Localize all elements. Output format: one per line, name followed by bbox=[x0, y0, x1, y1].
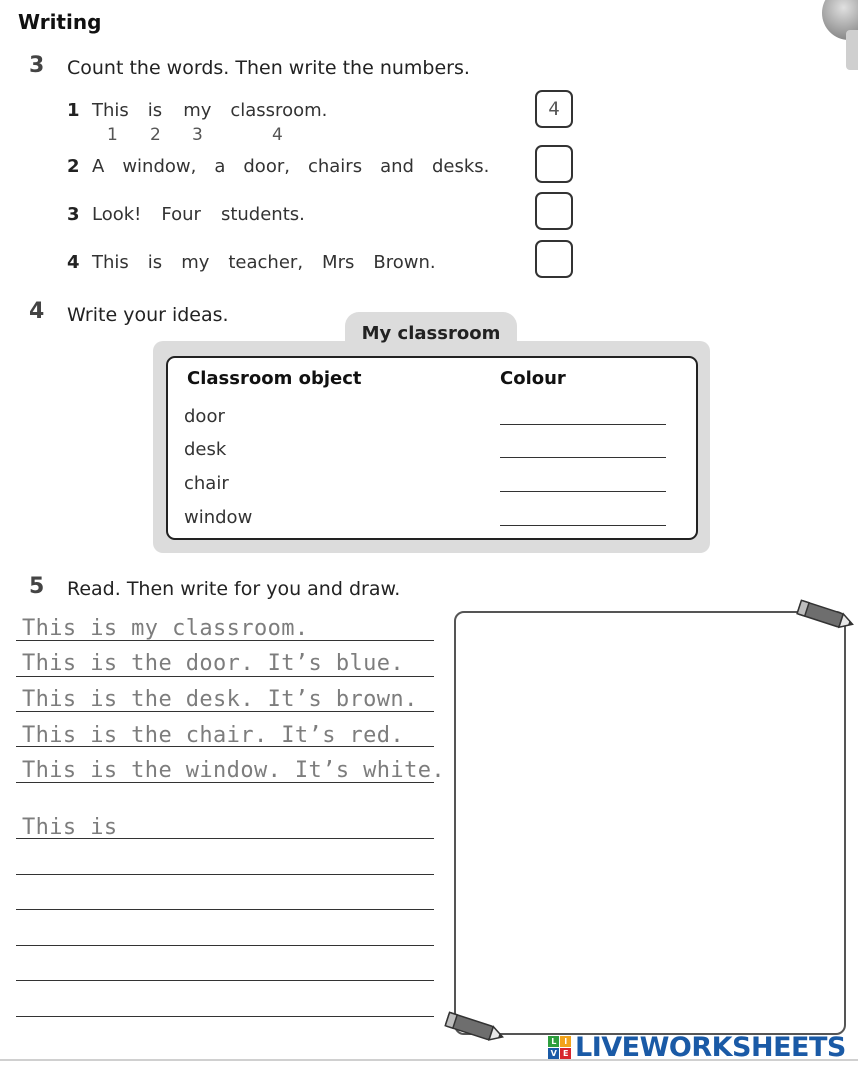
question-3 bbox=[67, 204, 305, 225]
writing-input-line[interactable] bbox=[16, 838, 434, 839]
question-word: Look! bbox=[92, 204, 142, 225]
question-word: is bbox=[147, 252, 163, 273]
question-number: 4 bbox=[67, 252, 80, 273]
question-word: my bbox=[183, 100, 212, 121]
writing-input-line[interactable] bbox=[16, 874, 434, 875]
section-5-instruction: Read. Then write for you and draw. bbox=[67, 578, 401, 600]
question-word: door, bbox=[243, 156, 290, 177]
word-count-number: 3 bbox=[192, 125, 203, 145]
header-classroom-object: Classroom object bbox=[187, 368, 362, 389]
classroom-table-title: My classroom bbox=[345, 312, 517, 356]
colour-input-window[interactable] bbox=[500, 525, 666, 526]
question-word: a bbox=[214, 156, 226, 177]
colour-input-desk[interactable] bbox=[500, 457, 666, 458]
brand-name: LIVEWORKSHEETS bbox=[575, 1032, 846, 1063]
question-word: A bbox=[92, 156, 105, 177]
word-count-number: 1 bbox=[107, 125, 118, 145]
example-line-4: This is the chair. It’s red. bbox=[22, 723, 405, 748]
question-word: and bbox=[380, 156, 414, 177]
writing-line bbox=[16, 782, 434, 783]
example-line-5: This is the window. It’s white. bbox=[22, 758, 445, 783]
section-5-number: 5 bbox=[29, 574, 45, 599]
page-edge-decoration bbox=[846, 30, 858, 70]
writing-line bbox=[16, 746, 434, 747]
word-count-number: 2 bbox=[150, 125, 161, 145]
answer-box-1[interactable]: 4 bbox=[535, 90, 573, 128]
question-word: Four bbox=[161, 204, 201, 225]
question-number: 1 bbox=[67, 100, 80, 121]
logo-letter: V bbox=[548, 1048, 559, 1059]
question-word: my bbox=[181, 252, 210, 273]
answer-box-4[interactable] bbox=[535, 240, 573, 278]
object-chair: chair bbox=[184, 473, 229, 494]
logo-letter: I bbox=[560, 1036, 571, 1047]
page-title: Writing bbox=[18, 10, 102, 34]
question-4 bbox=[67, 252, 436, 273]
colour-input-door[interactable] bbox=[500, 424, 666, 425]
object-door: door bbox=[184, 406, 225, 427]
question-2 bbox=[67, 156, 489, 177]
question-word: is bbox=[147, 100, 163, 121]
section-4-number: 4 bbox=[29, 299, 45, 324]
writing-input-line[interactable] bbox=[16, 945, 434, 946]
section-4-instruction: Write your ideas. bbox=[67, 304, 229, 326]
header-colour: Colour bbox=[500, 368, 566, 389]
question-word: This bbox=[92, 100, 129, 121]
question-word: desks. bbox=[431, 156, 490, 177]
pencil-icon bbox=[792, 598, 856, 632]
question-word: teacher, bbox=[228, 252, 304, 273]
section-3-number: 3 bbox=[29, 53, 45, 78]
question-1 bbox=[67, 100, 327, 121]
liveworksheets-logo-icon bbox=[548, 1036, 571, 1059]
question-number: 2 bbox=[67, 156, 80, 177]
question-word: This bbox=[92, 252, 129, 273]
answer-box-3[interactable] bbox=[535, 192, 573, 230]
example-line-3: This is the desk. It’s brown. bbox=[22, 687, 418, 712]
logo-letter: L bbox=[548, 1036, 559, 1047]
writing-line bbox=[16, 640, 434, 641]
writing-input-line[interactable] bbox=[16, 1016, 434, 1017]
example-line-2: This is the door. It’s blue. bbox=[22, 651, 405, 676]
liveworksheets-brand bbox=[548, 1032, 846, 1063]
object-desk: desk bbox=[184, 439, 227, 460]
logo-letter: E bbox=[560, 1048, 571, 1059]
example-line-1: This is my classroom. bbox=[22, 616, 309, 641]
object-window: window bbox=[184, 507, 253, 528]
answer-box-2[interactable] bbox=[535, 145, 573, 183]
question-word: window, bbox=[122, 156, 197, 177]
question-word: students. bbox=[220, 204, 305, 225]
question-word: chairs bbox=[307, 156, 363, 177]
question-number: 3 bbox=[67, 204, 80, 225]
drawing-area[interactable] bbox=[454, 611, 846, 1035]
question-word: classroom. bbox=[230, 100, 328, 121]
question-word: Mrs bbox=[322, 252, 355, 273]
writing-line bbox=[16, 676, 434, 677]
section-3-instruction: Count the words. Then write the numbers. bbox=[67, 57, 470, 79]
writing-line bbox=[16, 711, 434, 712]
word-count-number: 4 bbox=[272, 125, 283, 145]
prompt-line: This is bbox=[22, 815, 118, 840]
writing-input-line[interactable] bbox=[16, 909, 434, 910]
question-word: Brown. bbox=[373, 252, 436, 273]
word-count-numbers bbox=[107, 125, 307, 147]
writing-input-line[interactable] bbox=[16, 980, 434, 981]
colour-input-chair[interactable] bbox=[500, 491, 666, 492]
pencil-icon bbox=[440, 1010, 510, 1046]
